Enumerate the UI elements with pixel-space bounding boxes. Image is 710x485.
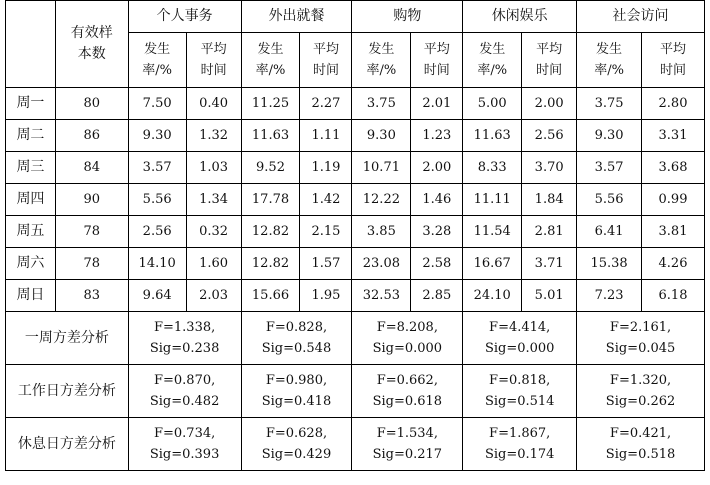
rate-cell: 3.57	[128, 152, 186, 184]
table-row	[6, 216, 705, 248]
time-cell: 2.03	[186, 280, 241, 312]
significance: Sig=0.393	[149, 447, 220, 462]
subheader-rate: 发生 率/%	[352, 33, 411, 88]
significance: Sig=0.238	[149, 341, 220, 356]
subheader-time: 平均 时间	[522, 33, 577, 88]
time-cell: 2.27	[300, 88, 352, 120]
anova-rows	[6, 312, 705, 471]
time-cell: 1.11	[300, 120, 352, 152]
anova-row	[6, 418, 705, 471]
sample-count: 78	[55, 216, 128, 248]
rate-cell: 6.41	[577, 216, 642, 248]
time-cell: 3.28	[411, 216, 463, 248]
rate-cell: 11.63	[241, 120, 300, 152]
rate-cell: 3.57	[577, 152, 642, 184]
anova-result	[577, 312, 705, 365]
time-cell: 2.80	[642, 88, 705, 120]
anova-result	[577, 418, 705, 471]
rate-cell: 11.54	[463, 216, 522, 248]
f-statistic: F=0.870,	[153, 373, 216, 388]
f-statistic: F=0.828,	[265, 320, 328, 335]
anova-label: 休息日方差分析	[6, 418, 129, 471]
time-cell: 0.40	[186, 88, 241, 120]
anova-result	[128, 365, 241, 418]
time-cell: 3.71	[522, 248, 577, 280]
time-cell: 3.81	[642, 216, 705, 248]
day-label: 周日	[6, 280, 56, 312]
rate-cell: 3.75	[577, 88, 642, 120]
sample-count: 86	[55, 120, 128, 152]
time-cell: 1.95	[300, 280, 352, 312]
significance: Sig=0.482	[149, 394, 220, 409]
day-label: 周一	[6, 88, 56, 120]
group-header-3: 休闲娱乐	[463, 1, 577, 33]
time-cell: 3.31	[642, 120, 705, 152]
rate-cell: 15.38	[577, 248, 642, 280]
group-header-0: 个人事务	[128, 1, 241, 33]
significance: Sig=0.429	[261, 447, 332, 462]
time-cell: 2.58	[411, 248, 463, 280]
anova-result	[241, 365, 352, 418]
time-cell: 1.19	[300, 152, 352, 184]
rate-cell: 7.50	[128, 88, 186, 120]
activity-statistics-table	[5, 0, 705, 471]
header-sample-size: 有效样 本数	[55, 1, 128, 88]
rate-cell: 9.30	[352, 120, 411, 152]
rate-cell: 15.66	[241, 280, 300, 312]
rate-cell: 23.08	[352, 248, 411, 280]
rate-cell: 9.64	[128, 280, 186, 312]
f-statistic: F=1.867,	[489, 426, 551, 441]
time-cell: 1.46	[411, 184, 463, 216]
time-cell: 2.15	[300, 216, 352, 248]
group-header-2: 购物	[352, 1, 463, 33]
anova-result	[577, 365, 705, 418]
table-row	[6, 88, 705, 120]
anova-row	[6, 365, 705, 418]
significance: Sig=0.548	[261, 341, 332, 356]
table-row	[6, 280, 705, 312]
rate-cell: 5.56	[128, 184, 186, 216]
anova-result	[352, 418, 463, 471]
anova-result	[463, 312, 577, 365]
f-statistic: F=0.628,	[265, 426, 328, 441]
f-statistic: F=4.414,	[489, 320, 551, 335]
anova-row	[6, 312, 705, 365]
header-day-blank	[6, 1, 56, 88]
significance: Sig=0.518	[605, 447, 676, 462]
rate-cell: 2.56	[128, 216, 186, 248]
time-cell: 6.18	[642, 280, 705, 312]
sample-count: 90	[55, 184, 128, 216]
significance: Sig=0.418	[261, 394, 332, 409]
f-statistic: F=1.338,	[153, 320, 216, 335]
rate-cell: 3.75	[352, 88, 411, 120]
significance: Sig=0.262	[605, 394, 676, 409]
time-cell: 1.32	[186, 120, 241, 152]
anova-result	[241, 312, 352, 365]
anova-result	[463, 418, 577, 471]
significance: Sig=0.045	[605, 341, 676, 356]
time-cell: 2.81	[522, 216, 577, 248]
time-cell: 2.00	[411, 152, 463, 184]
anova-result	[352, 365, 463, 418]
f-statistic: F=0.818,	[489, 373, 551, 388]
rate-cell: 16.67	[463, 248, 522, 280]
rate-cell: 11.11	[463, 184, 522, 216]
time-cell: 3.70	[522, 152, 577, 184]
f-statistic: F=2.161,	[609, 320, 672, 335]
time-cell: 1.84	[522, 184, 577, 216]
anova-label: 一周方差分析	[6, 312, 129, 365]
table-row	[6, 184, 705, 216]
subheader-time: 平均 时间	[186, 33, 241, 88]
sample-count: 80	[55, 88, 128, 120]
table-row	[6, 248, 705, 280]
f-statistic: F=0.734,	[153, 426, 216, 441]
rate-cell: 14.10	[128, 248, 186, 280]
rate-cell: 11.25	[241, 88, 300, 120]
header-row-groups	[6, 1, 705, 33]
rate-cell: 17.78	[241, 184, 300, 216]
significance: Sig=0.514	[484, 394, 555, 409]
f-statistic: F=0.421,	[609, 426, 672, 441]
anova-result	[128, 418, 241, 471]
time-cell: 0.32	[186, 216, 241, 248]
time-cell: 2.56	[522, 120, 577, 152]
time-cell: 1.42	[300, 184, 352, 216]
subheader-rate: 发生 率/%	[128, 33, 186, 88]
day-label: 周六	[6, 248, 56, 280]
time-cell: 1.23	[411, 120, 463, 152]
day-label: 周二	[6, 120, 56, 152]
day-label: 周五	[6, 216, 56, 248]
anova-result	[241, 418, 352, 471]
time-cell: 2.01	[411, 88, 463, 120]
rate-cell: 12.82	[241, 216, 300, 248]
time-cell: 4.26	[642, 248, 705, 280]
rate-cell: 8.33	[463, 152, 522, 184]
f-statistic: F=1.320,	[609, 373, 672, 388]
rate-cell: 10.71	[352, 152, 411, 184]
group-header-4: 社会访问	[577, 1, 705, 33]
rate-cell: 5.56	[577, 184, 642, 216]
time-cell: 3.68	[642, 152, 705, 184]
day-label: 周三	[6, 152, 56, 184]
time-cell: 2.00	[522, 88, 577, 120]
significance: Sig=0.217	[372, 447, 443, 462]
significance: Sig=0.618	[372, 394, 443, 409]
rate-cell: 5.00	[463, 88, 522, 120]
table-row	[6, 152, 705, 184]
f-statistic: F=0.662,	[376, 373, 438, 388]
rate-cell: 12.22	[352, 184, 411, 216]
anova-label: 工作日方差分析	[6, 365, 129, 418]
time-cell: 5.01	[522, 280, 577, 312]
time-cell: 1.34	[186, 184, 241, 216]
rate-cell: 3.85	[352, 216, 411, 248]
subheader-rate: 发生 率/%	[577, 33, 642, 88]
f-statistic: F=0.980,	[265, 373, 328, 388]
time-cell: 1.57	[300, 248, 352, 280]
subheader-rate: 发生 率/%	[241, 33, 300, 88]
subheader-time: 平均 时间	[642, 33, 705, 88]
subheader-time: 平均 时间	[411, 33, 463, 88]
time-cell: 0.99	[642, 184, 705, 216]
sample-count: 83	[55, 280, 128, 312]
data-rows	[6, 88, 705, 312]
f-statistic: F=1.534,	[376, 426, 438, 441]
rate-cell: 7.23	[577, 280, 642, 312]
significance: Sig=0.174	[484, 447, 555, 462]
rate-cell: 9.30	[128, 120, 186, 152]
rate-cell: 9.52	[241, 152, 300, 184]
sample-count: 84	[55, 152, 128, 184]
rate-cell: 32.53	[352, 280, 411, 312]
sample-count: 78	[55, 248, 128, 280]
time-cell: 1.03	[186, 152, 241, 184]
f-statistic: F=8.208,	[376, 320, 438, 335]
significance: Sig=0.000	[484, 341, 555, 356]
rate-cell: 12.82	[241, 248, 300, 280]
time-cell: 2.85	[411, 280, 463, 312]
significance: Sig=0.000	[372, 341, 443, 356]
subheader-rate: 发生 率/%	[463, 33, 522, 88]
anova-result	[463, 365, 577, 418]
rate-cell: 9.30	[577, 120, 642, 152]
table-row	[6, 120, 705, 152]
day-label: 周四	[6, 184, 56, 216]
rate-cell: 11.63	[463, 120, 522, 152]
rate-cell: 24.10	[463, 280, 522, 312]
anova-result	[352, 312, 463, 365]
group-header-1: 外出就餐	[241, 1, 352, 33]
subheader-time: 平均 时间	[300, 33, 352, 88]
anova-result	[128, 312, 241, 365]
time-cell: 1.60	[186, 248, 241, 280]
